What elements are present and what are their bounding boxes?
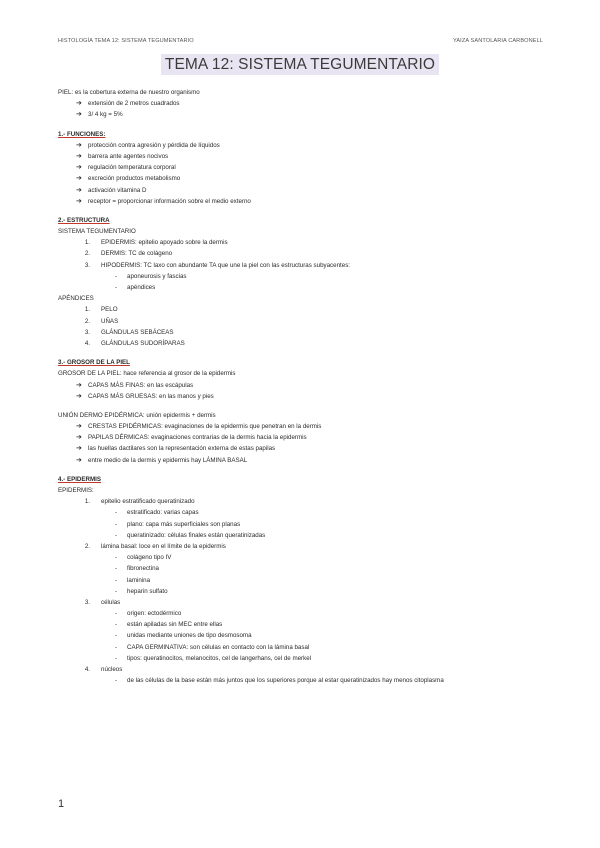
list-item: - CAPA GERMINATIVA: son células en contacto con la lámina basal [115, 643, 310, 651]
paragraph: GROSOR DE LA PIEL: hace referencia al grosor de la epidermis [58, 370, 236, 378]
list-item: - de las células de la base están más juntos que los superiores porque al estar queratinizados hay menos citoplasma [115, 677, 444, 685]
header-right: YAIZA SANTOLARIA CARBONELL [452, 38, 543, 44]
list-item: 2. UÑAS [84, 317, 119, 325]
list-item: ➔ protección contra agresión y pérdida de líquidos [58, 140, 548, 151]
arrow-icon: ➔ [76, 456, 82, 464]
arrow-icon: ➔ [76, 423, 82, 431]
list-item: 3. células [84, 598, 121, 606]
list-item: 3. GLÁNDULAS SEBÁCEAS [84, 328, 174, 336]
list-item: 2. DERMIS: TC de colágeno [84, 250, 173, 258]
list-item: 3. HIPODERMIS: TC laxo con abundante TA que une la piel con las estructuras subyacentes: [84, 261, 351, 269]
list-item: ➔ activación vitamina D [58, 185, 548, 196]
page-title: TEMA 12: SISTEMA TEGUMENTARIO [161, 54, 439, 75]
paragraph: UNIÓN DERMO EPIDÉRMICA: unión epidermis + dermis [58, 411, 216, 419]
list-item: ➔ CAPAS MÁS FINAS: en las escápulas [58, 380, 548, 391]
list-item: - laminina [115, 576, 151, 584]
list-item: - heparin sulfato [115, 587, 168, 595]
list-item: - plano: capa más superficiales son planas [115, 520, 241, 528]
list-item: - estratificado: varias capas [115, 509, 199, 517]
list-item: 2. lámina basal: loce en el límite de la epidermis [84, 542, 226, 550]
list-item: 1. epitelio estratificado queratinizado [84, 498, 195, 506]
list-item: ➔ 3/ 4 kg = 5% [58, 109, 548, 120]
arrow-icon: ➔ [76, 186, 82, 194]
list-item: - aponeurosis y fascias [115, 272, 187, 280]
list-item: - tipos: queratinocitos, melanocitos, cel de langerhans, cel de merkel [115, 654, 312, 662]
arrow-icon: ➔ [76, 445, 82, 453]
list-item: ➔ las huellas dactilares son la representación externa de estas papilas [58, 443, 548, 454]
list-item: 4. GLÁNDULAS SUDORÍPARAS [84, 339, 185, 347]
section-title-funciones: 1.- FUNCIONES: [58, 130, 106, 138]
list-item: ➔ CRESTAS EPIDÉRMICAS: evaginaciones de la epidermis que penetran en la dermis [58, 421, 548, 432]
subtitle: APÉNDICES [58, 295, 94, 303]
arrow-icon: ➔ [76, 392, 82, 400]
list-item: 4. núcleos [84, 666, 123, 673]
list-item: - están apiladas sin MEC entre ellas [115, 621, 223, 629]
arrow-icon: ➔ [76, 100, 82, 108]
intro-text: PIEL: es la cobertura externa de nuestro organismo [58, 89, 200, 96]
subtitle: EPIDERMIS: [58, 487, 94, 494]
list-item: 1. EPIDERMIS: epitelio apoyado sobre la dermis [84, 239, 228, 247]
arrow-icon: ➔ [76, 197, 82, 205]
list-item: - queratinizado: células finales están queratinizadas [115, 531, 266, 539]
list-item: ➔ regulación temperatura corporal [58, 162, 548, 173]
arrow-icon: ➔ [76, 434, 82, 442]
list-item: 1. PELO [84, 306, 118, 314]
list-item: - colágeno tipo IV [115, 554, 172, 562]
list-item: - origen: ectodérmico [115, 610, 182, 618]
list-item: ➔ receptor = proporcionar información sobre el medio externo [58, 196, 548, 207]
page-number: 1 [58, 798, 65, 810]
list-item: - unidas mediante uniones de tipo desmosoma [115, 632, 252, 640]
list-item: ➔ PAPILAS DÉRMICAS: evaginaciones contrarias de la dermis hacia la epidermis [58, 432, 548, 443]
section-title-estructura: 2.- ESTRUCTURA [58, 216, 110, 224]
list-item: ➔ barrera ante agentes nocivos [58, 151, 548, 162]
arrow-icon: ➔ [76, 381, 82, 389]
arrow-icon: ➔ [76, 175, 82, 183]
arrow-icon: ➔ [76, 141, 82, 149]
list-item: ➔ entre medio de la dermis y epidermis hay LÁMINA BASAL [58, 455, 548, 466]
list-item: - apéndices [115, 284, 156, 291]
section-title-epidermis: 4.- EPIDERMIS [58, 475, 101, 483]
document-body [58, 87, 548, 686]
section-title-grosor: 3.- GROSOR DE LA PIEL [58, 359, 130, 367]
header-left: HISTOLOGÍA TEMA 12: SISTEMA TEGUMENTARIO [58, 38, 194, 44]
list-item: ➔ CAPAS MÁS GRUESAS: en las manos y pies [58, 391, 548, 402]
subtitle: SISTEMA TEGUMENTARIO [58, 228, 136, 236]
list-item: - fibronectina [115, 565, 159, 573]
arrow-icon: ➔ [76, 164, 82, 172]
list-item: ➔ extensión de 2 metros cuadrados [58, 98, 548, 109]
list-item: ➔ excreción productos metabolismo [58, 173, 548, 184]
arrow-icon: ➔ [76, 111, 82, 119]
arrow-icon: ➔ [76, 152, 82, 160]
